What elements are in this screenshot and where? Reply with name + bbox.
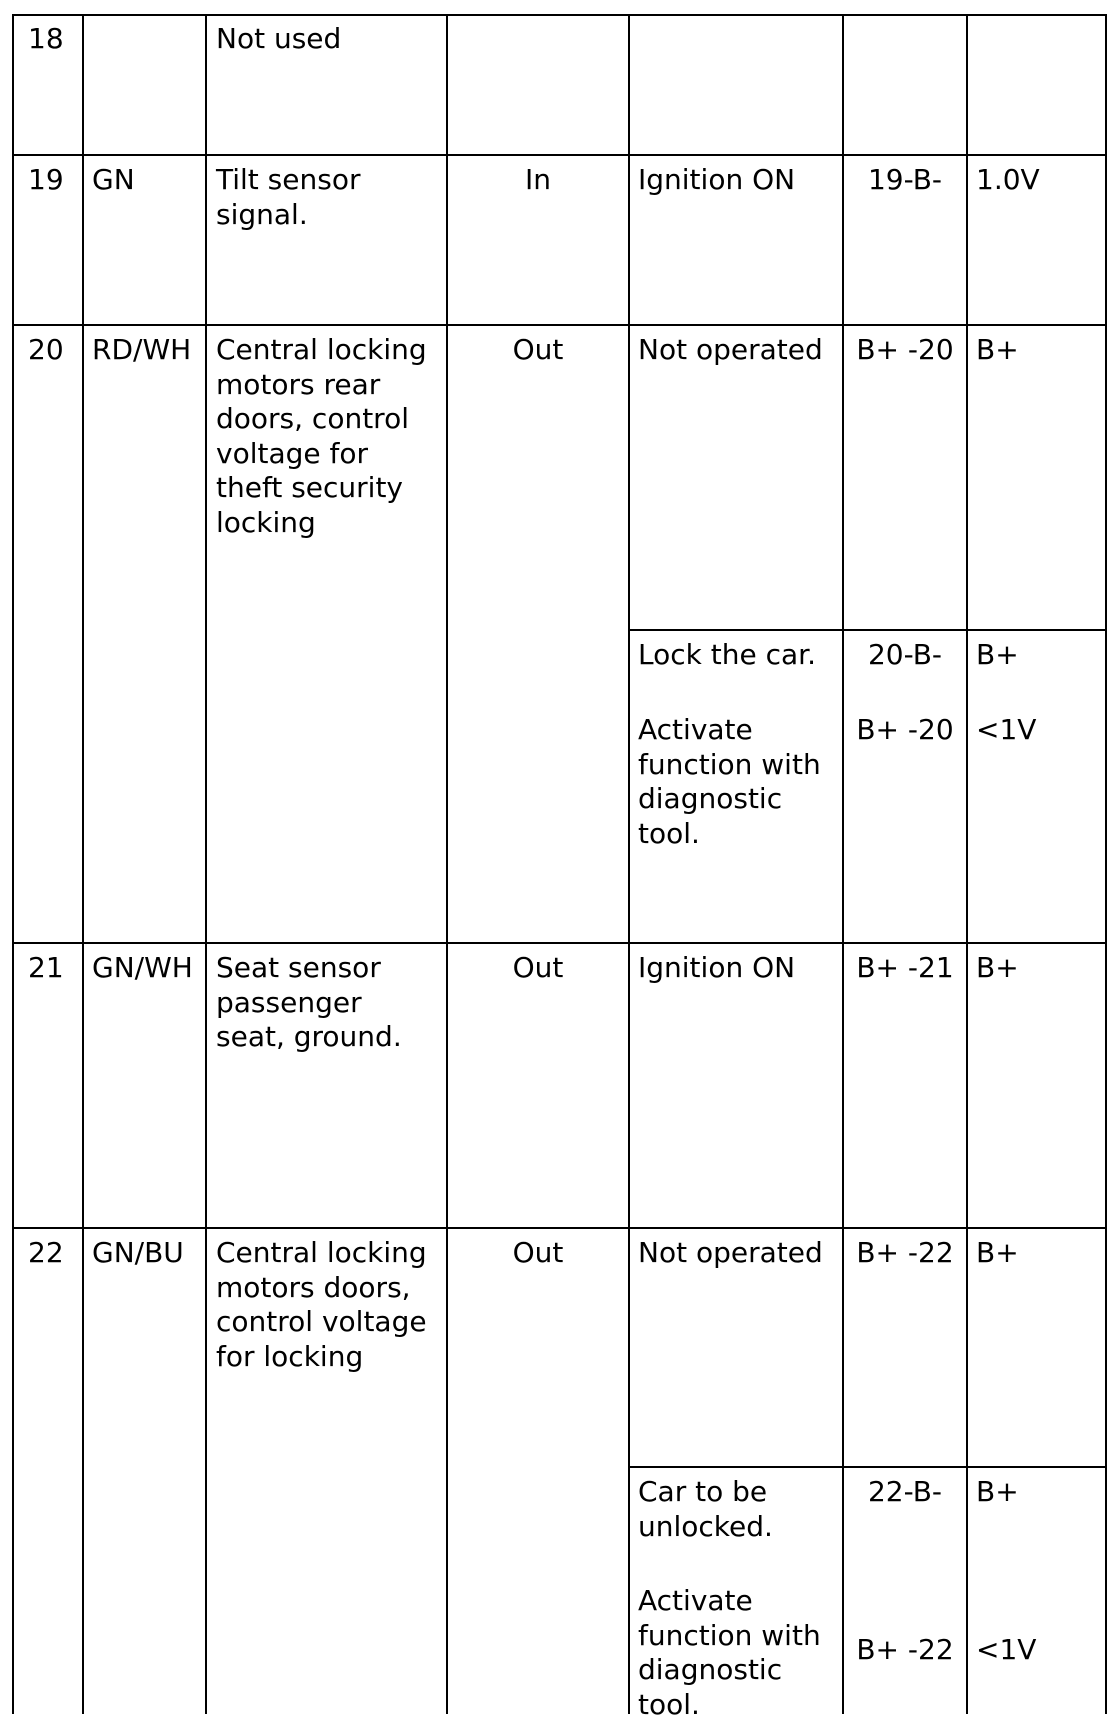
table-rule bbox=[12, 1227, 1107, 1229]
expected-value: <1V bbox=[976, 1633, 1037, 1666]
pin-description: Tilt sensor signal. bbox=[216, 163, 361, 231]
table-rule bbox=[12, 14, 14, 1714]
table-rule bbox=[628, 629, 1107, 631]
table-rule bbox=[12, 942, 1107, 944]
wire-color: GN/BU bbox=[92, 1236, 184, 1269]
pin-description: Seat sensor passenger seat, ground. bbox=[216, 951, 402, 1053]
table-rule bbox=[12, 14, 1107, 16]
signal-direction: Out bbox=[512, 951, 564, 984]
pin-number: 21 bbox=[28, 951, 64, 984]
pin-number: 19 bbox=[28, 163, 64, 196]
table-rule bbox=[842, 14, 844, 1714]
test-condition: Activate function with diagnostic tool. bbox=[638, 713, 821, 850]
table-rule bbox=[82, 14, 84, 1714]
wire-color: RD/WH bbox=[92, 333, 192, 366]
pin-description: Central locking motors doors, control voltage for locking bbox=[216, 1236, 427, 1373]
test-condition: Not operated bbox=[638, 333, 823, 366]
test-condition: Ignition ON bbox=[638, 163, 796, 196]
signal-direction: In bbox=[524, 163, 551, 196]
measure-point: B+ -20 bbox=[856, 333, 954, 366]
test-condition: Activate function with diagnostic tool. bbox=[638, 1584, 821, 1721]
expected-value: B+ bbox=[976, 1475, 1019, 1508]
pin-description: Not used bbox=[216, 22, 342, 55]
measure-point: 20-B- bbox=[867, 638, 943, 671]
table-rule bbox=[446, 14, 448, 1714]
table-rule bbox=[12, 154, 1107, 156]
test-condition: Ignition ON bbox=[638, 951, 796, 984]
measure-point: B+ -22 bbox=[856, 1236, 954, 1269]
test-condition: Not operated bbox=[638, 1236, 823, 1269]
expected-value: <1V bbox=[976, 713, 1037, 746]
table-rule bbox=[205, 14, 207, 1714]
pin-number: 22 bbox=[28, 1236, 64, 1269]
expected-value: B+ bbox=[976, 638, 1019, 671]
expected-value: B+ bbox=[976, 333, 1019, 366]
measure-point: 19-B- bbox=[867, 163, 943, 196]
pin-number: 20 bbox=[28, 333, 64, 366]
pin-number: 18 bbox=[28, 22, 64, 55]
expected-value: B+ bbox=[976, 1236, 1019, 1269]
measure-point: B+ -22 bbox=[856, 1633, 954, 1666]
measure-point: B+ -20 bbox=[856, 713, 954, 746]
wire-color: GN bbox=[92, 163, 135, 196]
table-rule bbox=[628, 14, 630, 1714]
test-condition: Lock the car. bbox=[638, 638, 816, 671]
table-rule bbox=[628, 1466, 1107, 1468]
test-condition: Car to be unlocked. bbox=[638, 1475, 773, 1543]
wire-color: GN/WH bbox=[92, 951, 193, 984]
pin-description: Central locking motors rear doors, control voltage for theft security locking bbox=[216, 333, 427, 539]
table-rule bbox=[966, 14, 968, 1714]
measure-point: B+ -21 bbox=[856, 951, 954, 984]
table-rule bbox=[12, 324, 1107, 326]
expected-value: B+ bbox=[976, 951, 1019, 984]
expected-value: 1.0V bbox=[976, 163, 1040, 196]
measure-point: 22-B- bbox=[867, 1475, 943, 1508]
signal-direction: Out bbox=[512, 1236, 564, 1269]
signal-direction: Out bbox=[512, 333, 564, 366]
table-rule bbox=[1105, 14, 1107, 1714]
